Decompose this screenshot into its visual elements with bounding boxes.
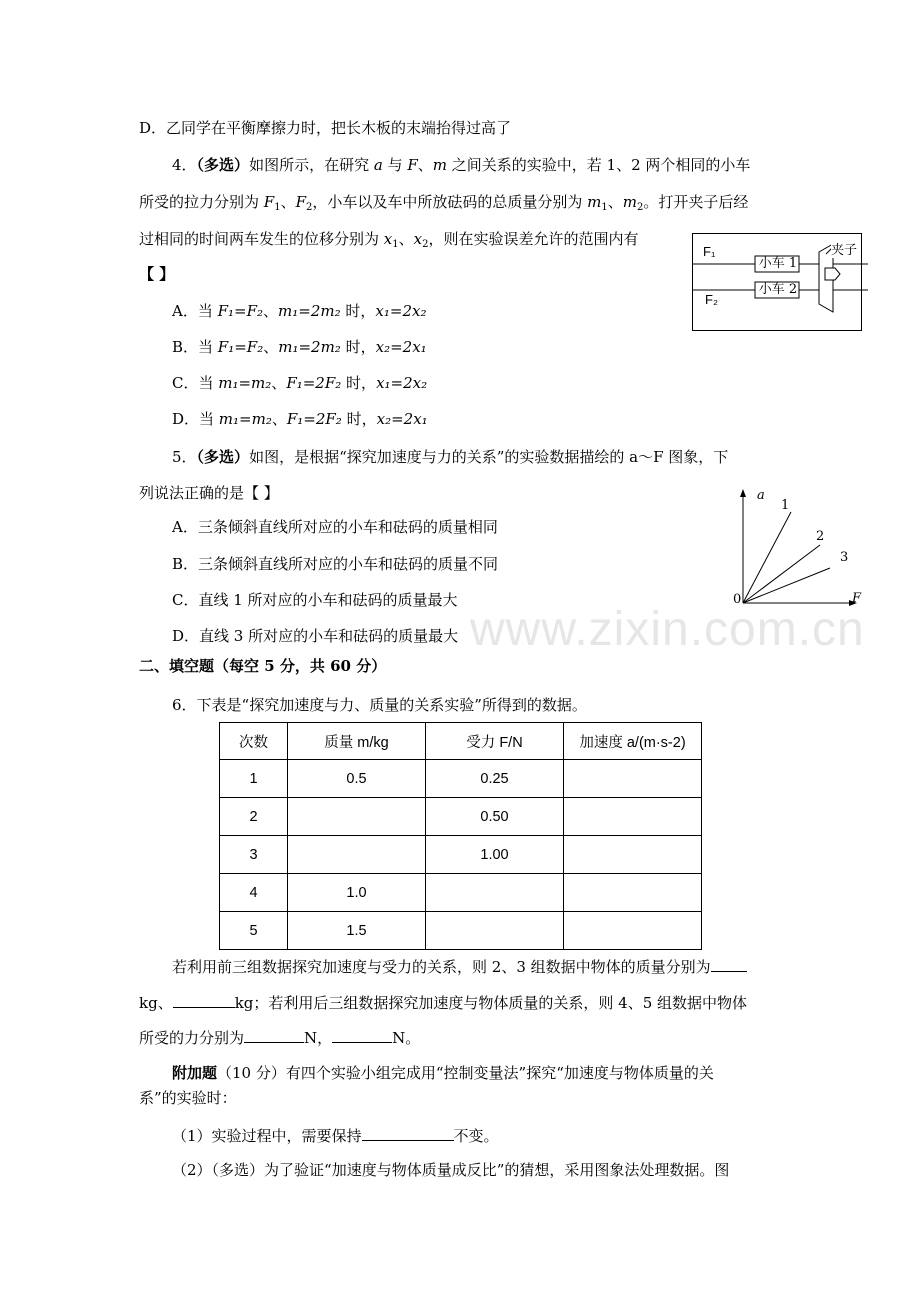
table-header: 质量 m/kg bbox=[288, 723, 426, 760]
table-cell bbox=[426, 874, 564, 912]
a-f-graph bbox=[728, 488, 868, 613]
q4-stem-line1: 4．（多选）如图所示，在研究 a 与 F、m 之间关系的实验中，若 1、2 两个相同的小车 bbox=[172, 156, 751, 174]
table-cell bbox=[288, 836, 426, 874]
table-cell: 1.5 bbox=[288, 912, 426, 950]
graph-line-2 bbox=[743, 545, 820, 603]
table-cell bbox=[426, 912, 564, 950]
table-cell: 0.25 bbox=[426, 760, 564, 798]
cart1-label: 小车 1 bbox=[758, 256, 798, 271]
q4-option-b: B．当 F₁=F₂、m₁=2m₂ 时，x₂=2x₁ bbox=[172, 338, 427, 356]
graph-x-label: F bbox=[852, 591, 862, 606]
fig-label-f1: F₁ bbox=[703, 244, 716, 259]
table-header-row bbox=[220, 723, 702, 760]
q4-answer-bracket: 【 】 bbox=[139, 265, 175, 283]
graph-line-3 bbox=[743, 568, 830, 603]
table-row bbox=[220, 760, 702, 798]
q4-stem-line2: 所受的拉力分别为 $F_1$、$F_2$，小车以及车中所放砝码的总质量分别为 $m_1$、$m_2$。打开夹子后经 bbox=[139, 193, 749, 213]
table-row bbox=[220, 874, 702, 912]
q5-option-a: A．三条倾斜直线所对应的小车和砝码的质量相同 bbox=[172, 518, 498, 536]
q5-option-c: C．直线 1 所对应的小车和砝码的质量最大 bbox=[172, 591, 458, 609]
q5-option-b: B．三条倾斜直线所对应的小车和砝码的质量不同 bbox=[172, 555, 499, 573]
table-cell: 0.50 bbox=[426, 798, 564, 836]
graph-y-label: a bbox=[757, 488, 765, 503]
watermark: www.zixin.com.cn bbox=[470, 603, 865, 656]
y-axis-arrow bbox=[740, 489, 746, 497]
clamp-icon bbox=[825, 268, 840, 280]
cart2-label: 小车 2 bbox=[758, 282, 798, 297]
answer-blank[interactable] bbox=[711, 956, 747, 972]
carts-figure bbox=[692, 233, 862, 331]
clamp-label: 夹子 bbox=[831, 239, 857, 258]
q3-option-d: D．乙同学在平衡摩擦力时，把长木板的末端抬得过高了 bbox=[139, 119, 512, 137]
table-cell: 2 bbox=[220, 798, 288, 836]
q4-option-a: A．当 F₁=F₂、m₁=2m₂ 时，x₁=2x₂ bbox=[172, 302, 427, 320]
table-cell: 3 bbox=[220, 836, 288, 874]
answer-blank[interactable] bbox=[244, 1027, 304, 1043]
q5-option-d: D．直线 3 所对应的小车和砝码的质量最大 bbox=[172, 627, 459, 645]
q4-stem-line3: 过相同的时间两车发生的位移分别为 $x_1$、$x_2$，则在实验误差允许的范围内有 bbox=[139, 230, 639, 250]
table-cell: 4 bbox=[220, 874, 288, 912]
table-row bbox=[220, 836, 702, 874]
bonus-stem-line2: 系”的实验时： bbox=[139, 1089, 237, 1107]
table-cell bbox=[288, 798, 426, 836]
q5-stem-line1: 5．（多选）如图，是根据“探究加速度与力的关系”的实验数据描绘的 a～F 图象，下 bbox=[172, 448, 729, 466]
answer-blank[interactable] bbox=[173, 992, 235, 1008]
q6-stem: 6．下表是“探究加速度与力、质量的关系实验”所得到的数据。 bbox=[172, 696, 587, 714]
table-row bbox=[220, 912, 702, 950]
table-cell bbox=[564, 912, 702, 950]
graph-line-1 bbox=[743, 512, 791, 603]
table-row bbox=[220, 798, 702, 836]
q6-text-line2: kg、 kg；若利用后三组数据探究加速度与物体质量的关系，则 4、5 组数据中物体 bbox=[139, 994, 748, 1012]
answer-blank[interactable] bbox=[362, 1125, 454, 1141]
graph-line-label-2: 2 bbox=[816, 529, 825, 544]
graph-line-label-3: 3 bbox=[840, 550, 849, 565]
q4-option-d: D．当 m₁=m₂、F₁=2F₂ 时，x₂=2x₁ bbox=[172, 410, 428, 428]
bonus-part2: （2）（多选）为了验证“加速度与物体质量成反比”的猜想，采用图象法处理数据。图 bbox=[172, 1161, 730, 1179]
table-cell: 1.0 bbox=[288, 874, 426, 912]
table-header: 受力 F/N bbox=[426, 723, 564, 760]
graph-line-label-1: 1 bbox=[781, 498, 790, 513]
fig-label-f2: F₂ bbox=[705, 292, 718, 307]
bonus-part1: （1）实验过程中，需要保持 不变。 bbox=[172, 1127, 499, 1145]
section-2-title: 二、填空题（每空 5 分，共 60 分） bbox=[139, 657, 387, 675]
table-cell: 5 bbox=[220, 912, 288, 950]
table-cell: 0.5 bbox=[288, 760, 426, 798]
q5-stem-line2: 列说法正确的是【 】 bbox=[139, 484, 279, 502]
q6-text-line3: 所受的力分别为 N， N。 bbox=[139, 1029, 421, 1047]
answer-blank[interactable] bbox=[332, 1027, 392, 1043]
table-cell: 1 bbox=[220, 760, 288, 798]
graph-origin-label: 0 bbox=[733, 592, 742, 607]
table-header: 加速度 a/(m·s-2) bbox=[564, 723, 702, 760]
q4-option-c: C．当 m₁=m₂、F₁=2F₂ 时，x₁=2x₂ bbox=[172, 374, 428, 392]
q6-text-line1: 若利用前三组数据探究加速度与受力的关系，则 2、3 组数据中物体的质量分别为 bbox=[172, 956, 747, 977]
table-cell bbox=[564, 836, 702, 874]
table-cell bbox=[564, 874, 702, 912]
table-cell: 1.00 bbox=[426, 836, 564, 874]
data-table bbox=[219, 722, 702, 950]
table-cell bbox=[564, 760, 702, 798]
table-cell bbox=[564, 798, 702, 836]
bonus-stem-line1: 附加题（10 分）有四个实验小组完成用“控制变量法”探究“加速度与物体质量的关 bbox=[172, 1064, 714, 1082]
table-header: 次数 bbox=[220, 723, 288, 760]
